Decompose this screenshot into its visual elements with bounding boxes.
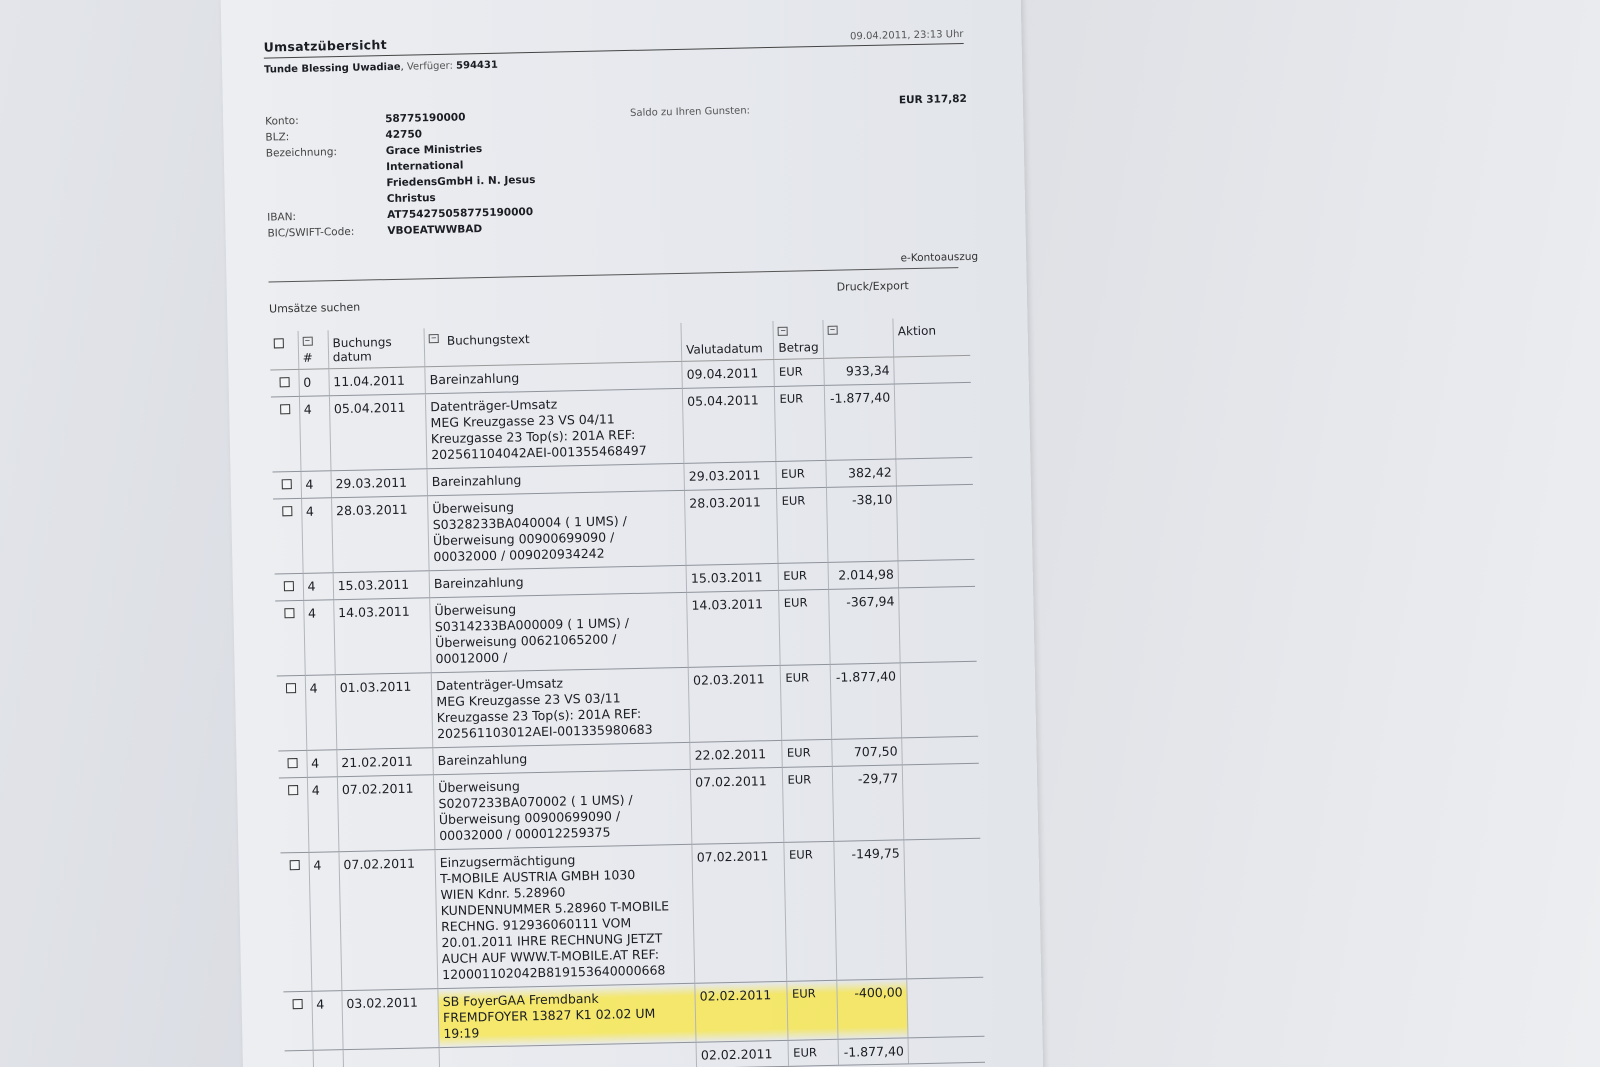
row-buchungstext-value: Überweisung S0314233BA000009 ( 1 UMS) / Überweisung 00621065200 / 00012000 /	[434, 601, 630, 667]
row-aktion	[902, 736, 979, 765]
konto-value: 58775190000	[385, 111, 466, 126]
row-aktion	[897, 484, 975, 561]
row-amount	[828, 588, 900, 664]
row-num	[301, 498, 333, 574]
iban-label: IBAN:	[267, 210, 297, 224]
row-num-value: 4	[305, 476, 314, 492]
row-valutadatum	[684, 461, 777, 490]
row-select-cell	[270, 369, 299, 397]
row-amount-value: -29,77	[857, 770, 899, 787]
row-aktion	[898, 559, 975, 588]
row-currency-value: EUR	[786, 745, 811, 760]
row-num-value: 4	[311, 782, 320, 798]
account-details	[265, 92, 979, 265]
row-num-value: 4	[307, 605, 317, 621]
row-currency-value: EUR	[779, 391, 804, 406]
row-num	[305, 675, 337, 751]
row-amount-value: -1.877,40	[829, 389, 891, 406]
row-buchungsdatum	[333, 571, 430, 600]
header-aktion-label: Aktion	[897, 323, 937, 339]
row-num	[303, 573, 334, 601]
row-currency-value: EUR	[783, 595, 808, 610]
row-buchungstext-value: Datenträger-Umsatz MEG Kreuzgasse 23 VS 04/11 Kreuzgasse 23 Top(s): 201A REF: 202561104042AEI-001355468497	[430, 396, 647, 463]
row-valutadatum	[682, 359, 775, 388]
sort-icon[interactable]: −	[778, 327, 788, 336]
row-buchungsdatum-value: 03.02.2011	[346, 994, 419, 1012]
row-valutadatum-value: 14.03.2011	[691, 596, 764, 613]
row-buchungstext-value: Bareinzahlung	[433, 574, 524, 592]
row-amount	[837, 979, 908, 1039]
row-buchungsdatum	[339, 850, 438, 991]
row-select-cell	[278, 750, 307, 778]
bezeichnung-line: Grace Ministries	[385, 143, 483, 158]
row-valutadatum-value: 09.04.2011	[686, 365, 759, 382]
row-aktion	[904, 838, 983, 979]
row-currency-value: EUR	[780, 466, 805, 481]
row-amount	[838, 1038, 909, 1065]
row-buchungstext-value: Überweisung S0207233BA070002 ( 1 UMS) / Überweisung 00900699090 / 00032000 / 000012259375	[438, 778, 633, 844]
row-valutadatum-value: 02.02.2011	[699, 987, 772, 1004]
header-amount	[823, 318, 894, 358]
select-all-cell	[270, 331, 299, 370]
header-betrag	[773, 320, 823, 360]
row-buchungsdatum-value: 29.03.2011	[335, 474, 408, 492]
row-currency	[783, 766, 834, 842]
row-checkbox[interactable]	[288, 785, 298, 795]
row-buchungsdatum-value: 07.02.2011	[341, 780, 414, 798]
row-currency-value: EUR	[778, 364, 803, 379]
row-buchungsdatum	[337, 775, 435, 852]
row-amount	[832, 765, 904, 841]
row-valutadatum-value: 15.03.2011	[690, 569, 763, 586]
row-aktion	[899, 586, 977, 663]
row-valutadatum	[692, 842, 787, 983]
row-amount	[826, 486, 898, 562]
row-num	[301, 471, 332, 499]
header-buchungstext	[424, 323, 682, 367]
row-amount	[834, 840, 907, 980]
row-buchungstext-value: Bareinzahlung	[431, 472, 522, 490]
row-num	[313, 1050, 344, 1067]
row-select-cell	[271, 396, 301, 472]
row-num-value: 4	[316, 996, 325, 1012]
header-buchungstext-label: Buchungstext	[446, 332, 530, 348]
row-aktion	[894, 382, 972, 459]
row-valutadatum	[687, 590, 781, 667]
row-checkbox[interactable]	[284, 608, 294, 618]
toolbar	[268, 279, 969, 316]
row-currency-value: EUR	[793, 1045, 818, 1060]
row-currency	[779, 589, 830, 665]
row-num-value: 4	[311, 755, 320, 771]
row-amount-value: -400,00	[854, 984, 903, 1001]
transactions-table	[270, 317, 985, 1067]
bezeichnung-label: Bezeichnung:	[265, 146, 338, 160]
bezeichnung-value	[386, 139, 587, 207]
header-num	[298, 330, 329, 369]
saldo-value: EUR 317,82	[898, 92, 967, 107]
row-amount	[824, 357, 895, 385]
row-select-cell	[283, 991, 312, 1051]
row-amount-value: -1.877,40	[843, 1043, 905, 1060]
row-checkbox[interactable]	[282, 506, 292, 516]
row-select-cell	[279, 777, 309, 853]
row-aktion	[907, 977, 985, 1038]
row-aktion	[900, 661, 978, 738]
row-buchungstext	[430, 592, 689, 672]
header-num-label: #	[302, 350, 313, 365]
account-owner: Tunde Blessing Uwadiae	[263, 61, 401, 76]
row-buchungstext-value: Überweisung S0328233BA040004 ( 1 UMS) / Überweisung 00900699090 / 00032000 / 009020934242	[432, 499, 627, 565]
row-valutadatum	[690, 767, 784, 844]
row-num-value: 0	[303, 374, 312, 390]
row-buchungsdatum-value: 14.03.2011	[338, 603, 410, 621]
row-num	[311, 991, 342, 1051]
row-select-cell	[273, 498, 303, 574]
row-buchungsdatum	[342, 989, 440, 1050]
owner-line: Tunde Blessing Uwadiae, Verfüger: 594431	[263, 59, 498, 76]
header-valutadatum-label: Valutadatum	[685, 341, 763, 357]
row-buchungstext	[433, 769, 692, 849]
bic-label: BIC/SWIFT-Code:	[267, 225, 355, 240]
row-amount	[830, 663, 902, 739]
saldo-label: Saldo zu Ihren Gunsten:	[629, 105, 751, 119]
row-currency-value: EUR	[788, 847, 813, 862]
statement-content	[263, 25, 985, 1067]
row-num-value: 4	[303, 401, 312, 417]
row-valutadatum	[682, 386, 776, 463]
sort-icon[interactable]: −	[429, 334, 439, 343]
row-currency	[775, 385, 826, 461]
row-num-value: 4	[307, 578, 316, 594]
row-select-cell	[275, 573, 304, 601]
row-buchungsdatum	[343, 1048, 440, 1067]
row-buchungsdatum	[337, 748, 434, 777]
row-checkbox[interactable]	[281, 479, 291, 489]
sort-icon[interactable]: −	[827, 326, 837, 335]
row-valutadatum	[695, 981, 789, 1042]
row-select-cell	[272, 471, 301, 499]
row-buchungstext	[438, 983, 696, 1047]
row-checkbox[interactable]	[286, 683, 296, 693]
transactions-body	[270, 355, 985, 1067]
row-amount	[828, 561, 899, 589]
row-buchungstext-value: Bareinzahlung	[437, 751, 528, 769]
row-amount	[826, 459, 897, 487]
row-currency-value: EUR	[783, 568, 808, 583]
row-buchungstext-value: Datenträger-Umsatz MEG Kreuzgasse 23 VS 03/11 Kreuzgasse 23 Top(s): 201A REF: 202561103012AEI-001335980683	[435, 675, 653, 742]
row-amount-value: 2.014,98	[838, 566, 895, 583]
page-title: Umsatzübersicht	[263, 37, 388, 55]
row-valutadatum-value: 28.03.2011	[689, 494, 762, 511]
row-buchungstext-value: SB FoyerGAA Fremdbank FREMDFOYER 13827 K1 02.02 UM 19:19	[442, 990, 656, 1042]
row-buchungsdatum	[329, 367, 426, 396]
row-select-cell	[277, 675, 307, 751]
row-currency-value: EUR	[781, 493, 806, 508]
row-currency-value: EUR	[791, 986, 816, 1001]
bic-value: VBOEATWWBAD	[387, 223, 483, 238]
header-valutadatum	[681, 321, 774, 361]
bezeichnung-line: Christus	[386, 192, 436, 206]
row-currency	[778, 562, 828, 590]
row-valutadatum-value: 02.03.2011	[692, 671, 765, 688]
row-valutadatum-value: 07.02.2011	[695, 773, 767, 790]
row-num-value: 4	[313, 857, 322, 873]
header-buchungsdatum	[328, 328, 425, 369]
row-valutadatum-value: 22.02.2011	[694, 746, 767, 763]
timestamp: 09.04.2011, 23:13 Uhr	[850, 28, 964, 43]
row-currency	[788, 1039, 838, 1066]
row-buchungsdatum	[335, 673, 433, 750]
row-buchungsdatum	[333, 598, 431, 675]
verfueger-label: Verfüger:	[406, 60, 454, 73]
row-currency-value: EUR	[787, 772, 812, 787]
sort-icon[interactable]: −	[302, 337, 312, 346]
row-currency	[781, 664, 832, 740]
search-transactions-link[interactable]: Umsätze suchen	[268, 300, 361, 316]
row-num	[306, 750, 337, 778]
row-buchungstext	[439, 1042, 696, 1067]
header-buchungsdatum-label: Buchungs datum	[332, 334, 392, 365]
row-num	[299, 396, 331, 472]
row-aktion	[908, 1036, 985, 1064]
row-valutadatum-value: 07.02.2011	[696, 848, 769, 865]
row-buchungsdatum-value: 05.04.2011	[333, 399, 406, 417]
row-select-cell	[280, 852, 311, 992]
row-amount-value: -1.877,40	[835, 668, 897, 685]
row-buchungstext-value: Bareinzahlung	[429, 370, 520, 388]
row-num	[307, 777, 339, 853]
row-buchungsdatum-value: 11.04.2011	[333, 372, 406, 390]
row-amount-value: 382,42	[847, 464, 892, 481]
bezeichnung-line: FriedensGmbH i. N. Jesus	[386, 173, 536, 190]
blz-label: BLZ:	[265, 131, 290, 144]
row-amount	[832, 738, 903, 766]
row-checkbox[interactable]	[289, 860, 299, 870]
row-buchungstext-value: Einzugsermächtigung T-MOBILE AUSTRIA GMBH 1030 WIEN Kdnr. 5.28960 KUNDENNUMMER 5.28960 T-MOBILE RECHNG. 912936060111 VOM 20.01.2011 IHRE RECHNUNG JETZT AUCH AUF WWW.T-MOBILE.AT REF: 120001102042B819153640000668	[439, 852, 670, 983]
row-num-value: 4	[305, 503, 315, 519]
row-buchungstext	[425, 388, 684, 468]
bezeichnung-line: International	[386, 159, 464, 174]
row-select-cell	[275, 600, 305, 676]
table-row[interactable]	[280, 838, 983, 992]
row-valutadatum-value: 05.04.2011	[687, 392, 759, 409]
row-currency	[777, 487, 828, 563]
row-currency	[774, 358, 824, 386]
row-buchungsdatum-value: 07.02.2011	[343, 855, 416, 873]
row-valutadatum-value: 02.02.2011	[700, 1046, 773, 1063]
row-buchungsdatum-value: 01.03.2011	[339, 678, 412, 696]
row-num	[309, 852, 342, 992]
verfueger-id: 594431	[455, 59, 498, 72]
konto-label: Konto:	[265, 114, 299, 128]
row-valutadatum	[685, 488, 779, 565]
row-currency-value: EUR	[785, 670, 810, 685]
iban-value: AT754275058775190000	[387, 206, 534, 222]
row-checkbox[interactable]	[292, 999, 302, 1009]
row-valutadatum	[690, 740, 783, 769]
row-valutadatum	[688, 665, 782, 742]
row-checkbox[interactable]	[287, 758, 297, 768]
row-buchungsdatum-value: 15.03.2011	[337, 576, 410, 594]
statement-sheet	[220, 0, 1043, 1067]
row-amount-value: -367,94	[846, 593, 895, 610]
print-export-link[interactable]: Druck/Export	[836, 279, 909, 294]
row-buchungsdatum	[331, 469, 428, 498]
row-amount-value: -149,75	[851, 845, 900, 862]
header-aktion	[893, 317, 970, 357]
row-buchungstext	[435, 844, 695, 988]
row-buchungsdatum	[331, 496, 429, 573]
select-all-checkbox[interactable]	[274, 338, 284, 348]
row-amount-value: 707,50	[853, 743, 898, 760]
row-num-value: 4	[309, 680, 318, 696]
row-buchungsdatum-value: 28.03.2011	[335, 501, 408, 519]
row-valutadatum-value: 29.03.2011	[688, 467, 761, 484]
row-checkbox[interactable]	[280, 404, 290, 414]
row-buchungsdatum-value: 21.02.2011	[341, 753, 414, 771]
row-buchungstext	[428, 490, 687, 570]
row-valutadatum	[686, 563, 779, 592]
row-currency	[787, 980, 838, 1040]
row-aktion	[896, 457, 973, 486]
e-kontoauszug-link[interactable]: e-Kontoauszug	[900, 250, 979, 265]
row-num	[303, 600, 335, 676]
blz-value: 42750	[385, 128, 423, 142]
row-valutadatum	[696, 1040, 789, 1067]
row-checkbox[interactable]	[284, 581, 294, 591]
row-currency	[784, 841, 836, 981]
row-num	[298, 369, 329, 397]
row-currency	[782, 739, 832, 767]
row-select-cell	[285, 1050, 314, 1067]
row-amount-value: -38,10	[851, 491, 893, 508]
row-amount-value: 933,34	[845, 362, 890, 379]
row-amount	[824, 384, 896, 460]
header-betrag-label: Betrag	[778, 340, 819, 355]
row-currency	[776, 460, 826, 488]
row-aktion	[902, 763, 980, 840]
row-buchungstext	[431, 667, 690, 747]
row-aktion	[894, 355, 971, 384]
row-buchungsdatum	[329, 394, 427, 471]
row-checkbox[interactable]	[279, 377, 289, 387]
